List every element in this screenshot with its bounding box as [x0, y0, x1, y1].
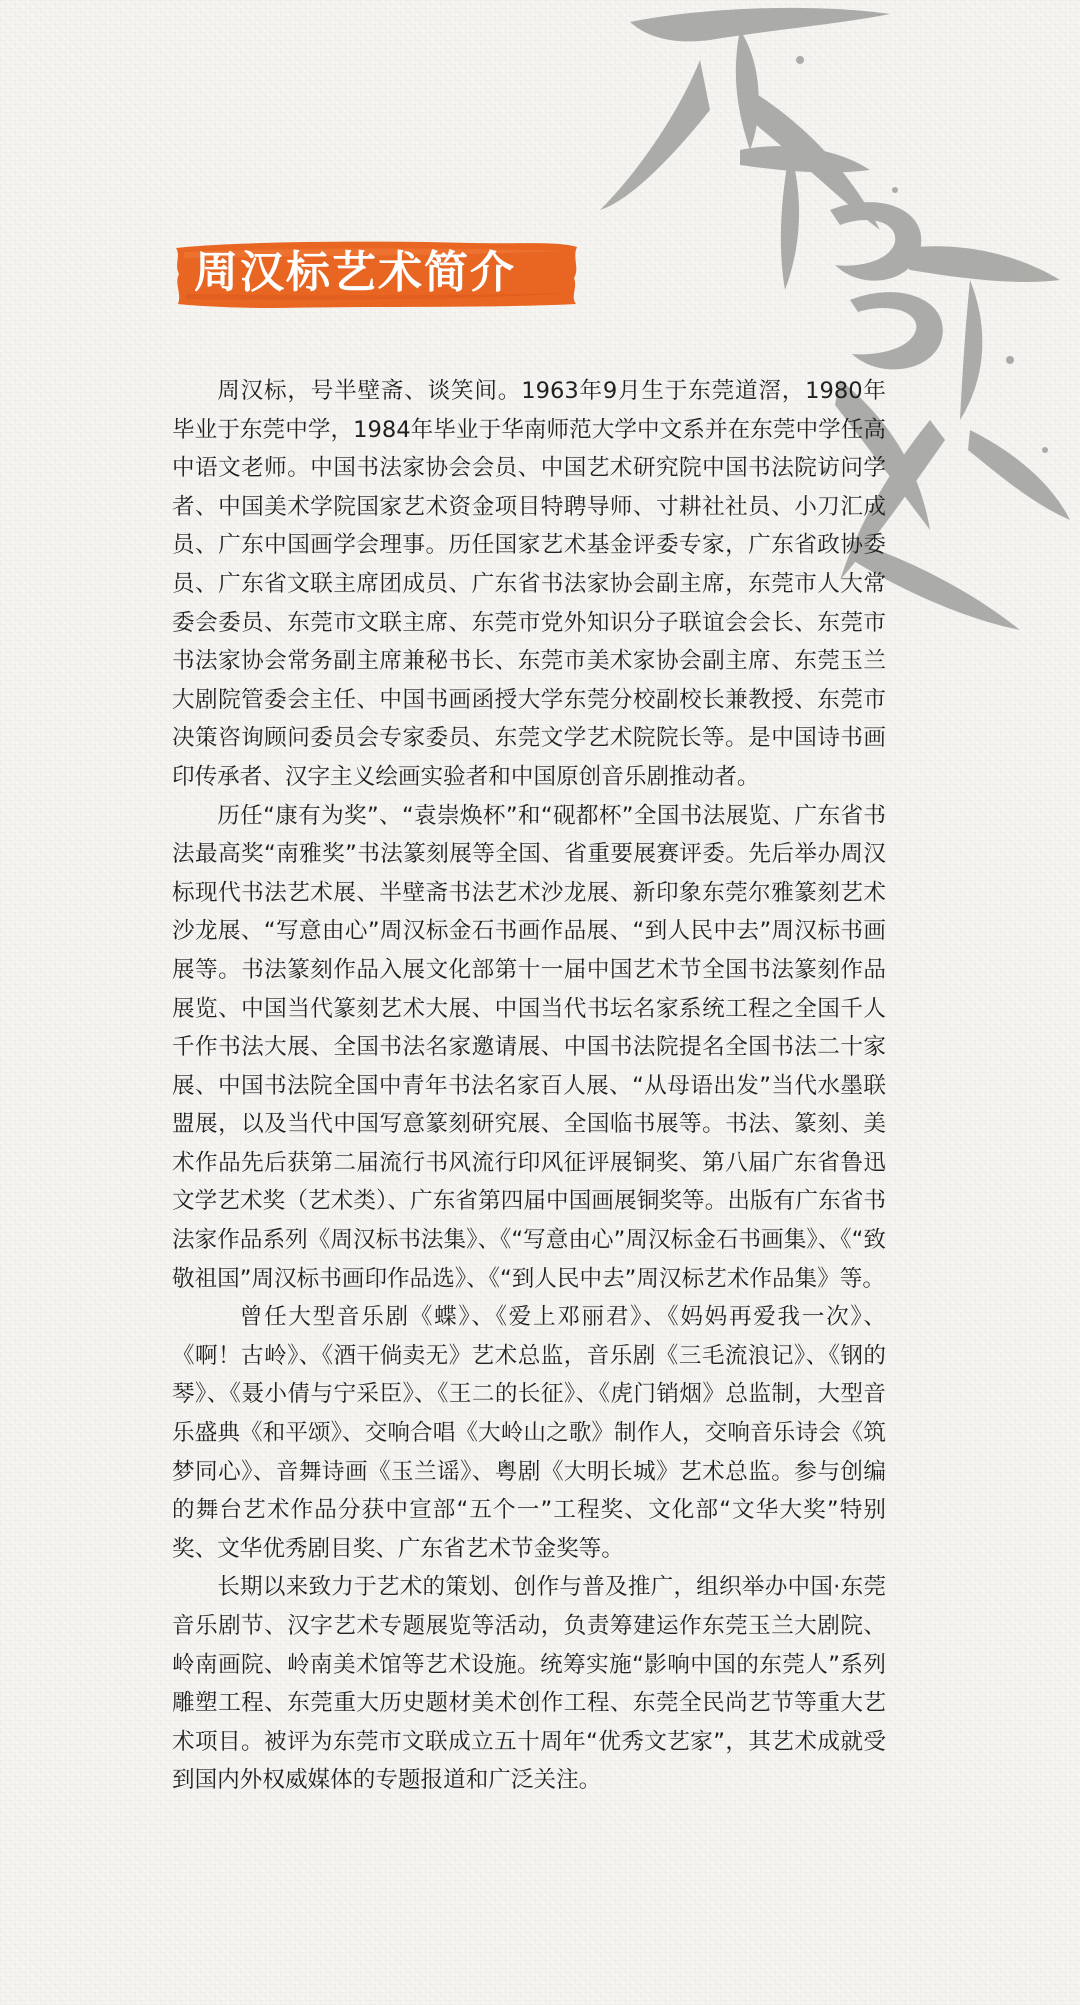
paragraph-promotion: 长期以来致力于艺术的策划、创作与普及推广，组织举办中国·东莞音乐剧节、汉字艺术专题展览等活动，负责筹建运作东莞玉兰大剧院、岭南画院、岭南美术馆等艺术设施。统筹实施“影响中国的东莞人”系列雕塑工程、东莞重大历史题材美术创作工程、东莞全民尚艺节等重大艺术项目。被评为东莞市文联成立五十周年“优秀文艺家”，其艺术成就受到国内外权威媒体的专题报道和广泛关注。	[172, 1574, 886, 1794]
biography-text	[172, 372, 886, 1800]
paragraph-calligraphy: 历任“康有为奖”、“袁崇焕杯”和“砚都杯”全国书法展览、广东省书法最高奖“南雅奖”书法篆刻展等全国、省重要展赛评委。先后举办周汉标现代书法艺术展、半壁斋书法艺术沙龙展、新印象东莞尔雅篆刻艺术沙龙展、“写意由心”周汉标金石书画作品展、“到人民中去”周汉标书画展等。书法篆刻作品入展文化部第十一届中国艺术节全国书法篆刻作品展览、中国当代篆刻艺术大展、中国当代书坛名家系统工程之全国千人千作书法大展、全国书法名家邀请展、中国书法院提名全国书法二十家展、中国书法院全国中青年书法名家百人展、“从母语出发”当代水墨联盟展，以及当代中国写意篆刻研究展、全国临书展等。书法、篆刻、美术作品先后获第二届流行书风流行印风征评展铜奖、第八届广东省鲁迅文学艺术奖（艺术类）、广东省第四届中国画展铜奖等。出版有广东省书法家作品系列《周汉标书法集》、《“写意由心”周汉标金石书画集》、《“致敬祖国”周汉标书画印作品选》、《“到人民中去”周汉标艺术作品集》等。	[172, 802, 886, 1292]
page-title: 周汉标艺术简介	[194, 247, 516, 298]
paragraph-bio: 周汉标，号半壁斋、谈笑间。1963年9月生于东莞道滘，1980年毕业于东莞中学，1984年毕业于华南师范大学中文系并在东莞中学任高中语文老师。中国书法家协会会员、中国艺术研究院中国书法院访问学者、中国美术学院国家艺术资金项目特聘导师、寸耕社社员、小刀汇成员、广东中国画学会理事。历任国家艺术基金评委专家，广东省政协委员、广东省文联主席团成员、广东省书法家协会副主席，东莞市人大常委会委员、东莞市文联主席、东莞市党外知识分子联谊会会长、东莞市书法家协会常务副主席兼秘书长、东莞市美术家协会副主席、东莞玉兰大剧院管委会主任、中国书画函授大学东莞分校副校长兼教授、东莞市决策咨询顾问委员会专家委员、东莞文学艺术院院长等。是中国诗书画印传承者、汉字主义绘画实验者和中国原创音乐剧推动者。	[172, 378, 886, 790]
title-banner	[172, 238, 582, 308]
paragraph-musicals: 曾任大型音乐剧《蝶》、《爱上邓丽君》、《妈妈再爱我一次》、《啊！古岭》、《酒干倘卖无》艺术总监，音乐剧《三毛流浪记》、《钢的琴》、《聂小倩与宁采臣》、《王二的长征》、《虎门销烟》总监制，大型音乐盛典《和平颂》、交响合唱《大岭山之歌》制作人，交响音乐诗会《筑梦同心》、音舞诗画《玉兰谣》、粤剧《大明长城》艺术总监。参与创编的舞台艺术作品分获中宣部“五个一”工程奖、文化部“文华大奖”特别奖、文华优秀剧目奖、广东省艺术节金奖等。	[172, 1304, 886, 1562]
